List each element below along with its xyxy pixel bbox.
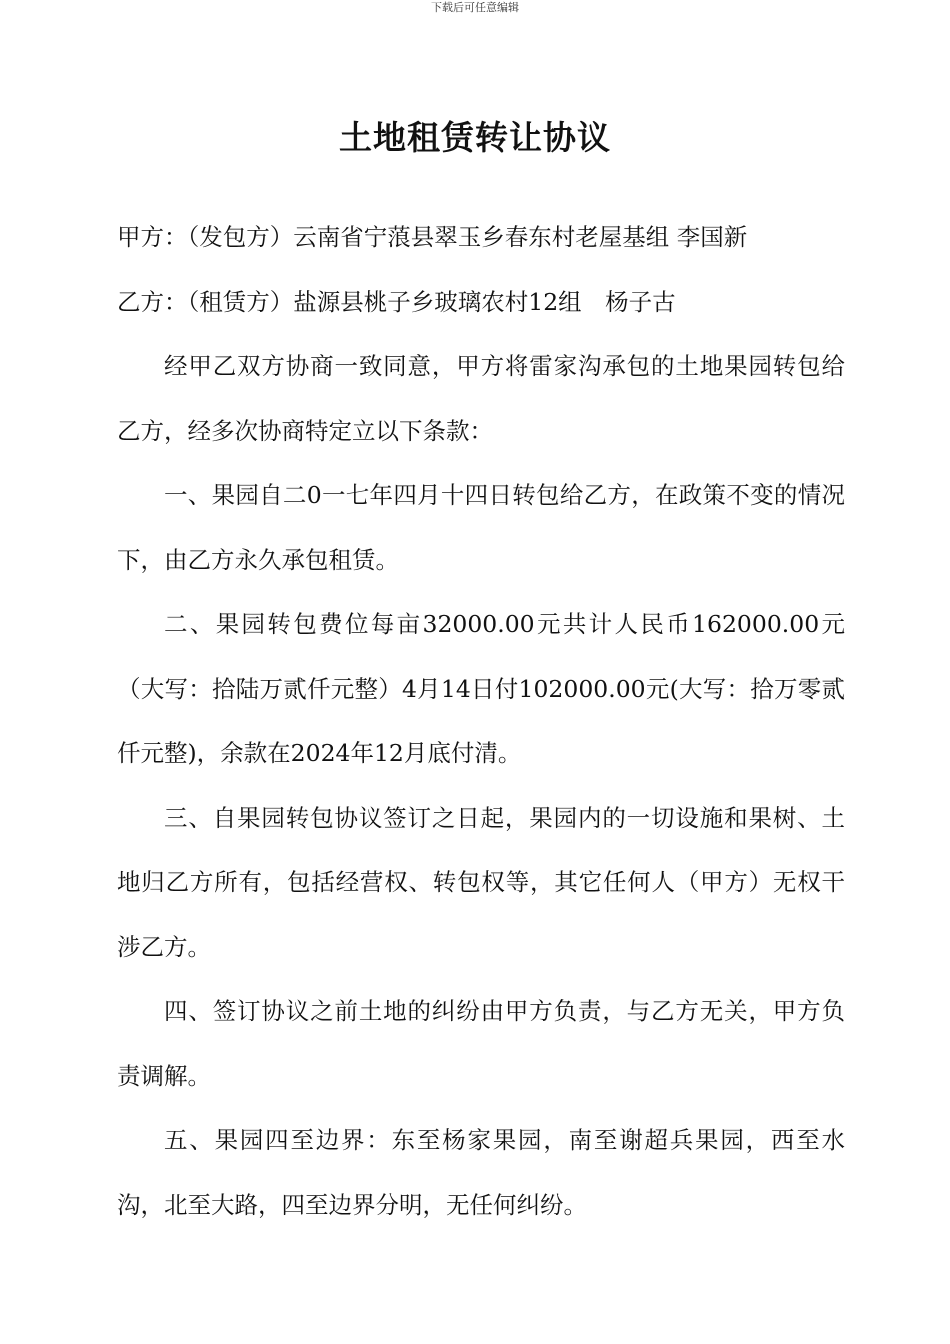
document-title: 土地租赁转让协议 bbox=[339, 118, 611, 157]
clause-4: 四、签订协议之前土地的纠纷由甲方负责，与乙方无关，甲方负责调解。 bbox=[117, 997, 845, 1090]
document-body bbox=[117, 205, 845, 1237]
party-b-line: 乙方：（租赁方）盐源县桃子乡玻璃农村12组 杨子古 bbox=[117, 287, 676, 316]
clause-3: 三、自果园转包协议签订之日起，果园内的一切设施和果树、土地归乙方所有，包括经营权、转包权等，其它任何人（甲方）无权干涉乙方。 bbox=[117, 803, 845, 961]
clause-2: 二、果园转包费位每亩32000.00元共计人民币162000.00元（大写：拾陆万贰仟元整）4月14日付102000.00元(大写：拾万零贰仟元整)，余款在2024年12月底付清。 bbox=[117, 610, 845, 767]
party-a-line: 甲方：（发包方）云南省宁蒗县翠玉乡春东村老屋基组 李国新 bbox=[117, 223, 748, 251]
intro-paragraph: 经甲乙双方协商一致同意，甲方将雷家沟承包的土地果园转包给乙方，经多次协商特定立以下条款： bbox=[117, 352, 845, 445]
clause-5: 五、果园四至边界：东至杨家果园，南至谢超兵果园，西至水沟，北至大路，四至边界分明，无任何纠纷。 bbox=[117, 1126, 845, 1219]
header-note: 下载后可任意编辑 bbox=[431, 1, 519, 14]
clause-1: 一、果园自二0一七年四月十四日转包给乙方，在政策不变的情况下，由乙方永久承包租赁。 bbox=[117, 481, 845, 574]
